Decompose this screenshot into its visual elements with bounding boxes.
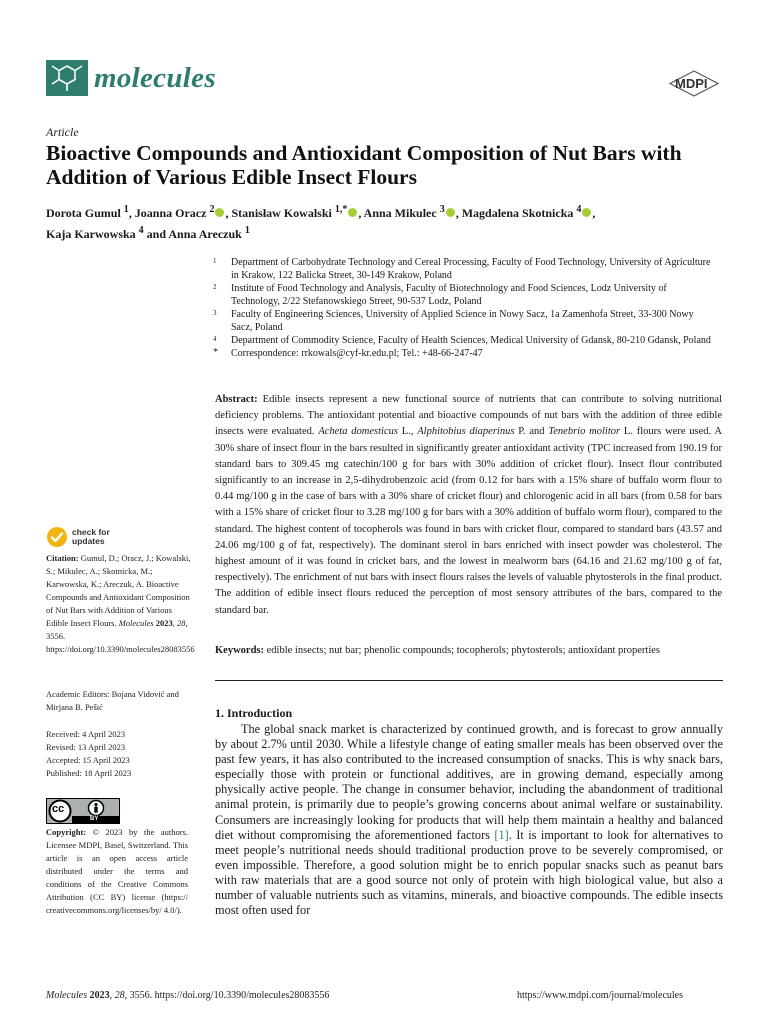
keywords-label: Keywords: xyxy=(215,645,264,656)
footer-journal: Molecules xyxy=(46,990,88,1001)
check-line-1: check for xyxy=(72,527,110,537)
species-name: Tenebrio molitor xyxy=(548,426,621,438)
dates xyxy=(46,728,196,780)
author-name[interactable]: Anna Areczuk xyxy=(168,227,242,241)
abstract-text: L. flours were used. A 30% share of insect flour in the bars resulted in significantly greater antioxidant activity (TPC increased from 190.19 for standard bars to 309.45 mg catechin/100 g for bars with 30% addition of cricket flour). Insect flour contributed significantly to an increase in 2,5-dihydrobenzoic acid (from 0.12 for bars with a 15% share of buffalo worm flour to 0.44 mg/100 g in the case of bars with a 30% share of cricket flour) and chlorogenic acid in all bars (from 0.58 for bars with a 15% share of cricket flour to 3.28 mg/100 g for bars with a 30% addition of buffalo worm flour), compared to the standard. The highest content of tocopherols was found in bars with cricket flour, compared to standard bars (43.57 and 24.06 mg/100 g of fat, respectively). The dominant sterol in bars enriched with insect powder was cholesterol. The highest amount of it was found in cricket bars, and the lowest in mealworm bars (64.16 and 21.62 mg/100 g of fat, respectively). The enrichment of nut bars with insect flours raises the levels of valuable phytosterols in the final product. The addition of edible insect flours reduced the perception of most sensory attributes of the bars, compared to the standard bar. xyxy=(215,426,723,616)
author-line-1 xyxy=(46,201,736,222)
author-name[interactable]: Joanna Oracz xyxy=(134,206,207,220)
mdpi-logo[interactable] xyxy=(668,70,720,103)
affiliation-number: 2 xyxy=(213,283,217,291)
body-text: . It is important to look for alternatives to meet people’s nutritional needs should traditional production prove to be severely compromised, or even impossible. Therefore, a good solution might be to enrich popular snacks such as peanut bars with raw materials that are a good source not only of protein with high biological value, but also a number of valuable nutrients such as vitamins, minerals, and bioactive compounds. The edible insects most often used for xyxy=(215,827,723,918)
date-accepted: Accepted: 15 April 2023 xyxy=(46,755,130,765)
author-sep: , xyxy=(225,206,232,220)
by-text: BY xyxy=(90,815,99,822)
author-affil-sup: 1 xyxy=(123,204,129,215)
footer-doi[interactable]: 3556. https://doi.org/10.3390/molecules28083556 xyxy=(127,990,330,1001)
publisher-name: MDPI xyxy=(675,76,708,91)
orcid-icon[interactable] xyxy=(446,208,455,217)
check-for-updates[interactable] xyxy=(46,526,110,548)
author-name[interactable]: Dorota Gumul xyxy=(46,206,121,220)
orcid-icon[interactable] xyxy=(348,208,357,217)
author-name[interactable]: Anna Mikulec xyxy=(363,206,437,220)
citation-volume: , 28, xyxy=(172,618,188,628)
author-list xyxy=(46,201,736,243)
author-affil-sup: 1 xyxy=(244,225,250,236)
molecules-logo-icon xyxy=(46,60,88,96)
date-published: Published: 18 April 2023 xyxy=(46,768,132,778)
section-divider xyxy=(215,680,723,681)
journal-logo[interactable] xyxy=(46,60,216,96)
cc-by-license-badge[interactable] xyxy=(46,798,120,829)
abstract xyxy=(215,392,722,619)
species-name: Alphitobius diaperinus xyxy=(417,426,515,438)
body-text: The global snack market is characterized by continued growth, and is forecast to grow annually by about 2.7% until 2030. While a lifestyle change of eating smaller meals has been observed over the past few years, it has also contributed to the increased consumption of snacks. This is why snack bars, especially those with protein or functional additives, are in growing demand, especially among physically active people. The change in consumer behavior, including the abandonment of traditional animal protein, is primarily due to people’s growing concerns about animal welfare or sustainability. Consumers are increasingly looking for products that will help them maintain a healthy and balanced diet without compromising the aforementioned factors xyxy=(215,722,723,842)
author-name[interactable]: Stanisław Kowalski xyxy=(231,206,332,220)
affiliation-item xyxy=(213,334,713,347)
check-updates-icon xyxy=(46,526,68,548)
affiliation-item xyxy=(213,256,713,282)
author-line-2 xyxy=(46,222,736,243)
author-sep: , xyxy=(128,206,135,220)
citation-doi[interactable]: 3556. https://doi.org/10.3390/molecules28083556 xyxy=(46,631,195,654)
citation-text: Gumul, D.; Oracz, J.; Kowalski, S.; Mikulec, A.; Skotnicka, M.; Karwowska, K.; Areczuk, A. Bioactive Compounds and Antioxidant Composition of Nut Bars with Addition of Various Edible Insect Flours. xyxy=(46,553,191,628)
abstract-text: Edible insects represent a new functional source of nutrients that can contribute to solving nutritional deficiency problems. The antioxidant potential and bioactive compounds of nut bars with the addition of three edible insects were evaluated. xyxy=(215,394,722,438)
copyright xyxy=(46,826,188,917)
author-affil-sup: 4 xyxy=(138,225,144,236)
article-title: Bioactive Compounds and Antioxidant Composition of Nut Bars with Addition of Various Edible Insect Flours xyxy=(46,141,682,189)
affiliation-number: * xyxy=(213,347,218,358)
author-sep: , xyxy=(358,206,364,220)
orcid-icon[interactable] xyxy=(582,208,591,217)
affiliation-number: 1 xyxy=(213,257,217,265)
species-name: Acheta domesticus xyxy=(318,426,398,438)
article-type: Article xyxy=(46,125,79,139)
affiliation-text: Department of Carbohydrate Technology and Cereal Processing, Faculty of Food Technology, University of Agriculture in Krakow, 122 Balicka Street, 30-149 Krakow, Poland xyxy=(231,257,711,281)
copyright-text: © 2023 by the authors. Licensee MDPI, Basel, Switzerland. This article is an open access article distributed under the terms and conditions of the Creative Commons Attribution (CC BY) license (https:// creativecommons.org/licenses/by/ 4.0/). xyxy=(46,827,188,915)
cc-text: cc xyxy=(52,803,65,815)
academic-editors: Academic Editors: Bojana Vidović and Mirjana B. Pešić xyxy=(46,689,179,712)
affiliation-item xyxy=(213,282,713,308)
date-revised: Revised: 13 April 2023 xyxy=(46,742,126,752)
correspondence-email[interactable]: Correspondence: rrkowals@cyf-kr.edu.pl; Tel.: +48-66-247-47 xyxy=(231,348,483,359)
keywords-text: edible insects; nut bar; phenolic compounds; tocopherols; phytosterols; antioxidant properties xyxy=(264,645,661,656)
author-sep: , xyxy=(455,206,462,220)
citation xyxy=(46,552,196,656)
author-name[interactable]: Magdalena Skotnicka xyxy=(461,206,574,220)
footer-citation xyxy=(46,990,329,1001)
footer-volume: , 28, xyxy=(109,990,128,1001)
intro-paragraph xyxy=(215,722,723,918)
affiliation-number: 4 xyxy=(213,335,217,343)
citation-label: Citation: xyxy=(46,553,79,563)
copyright-label: Copyright: xyxy=(46,827,87,837)
reference-link[interactable]: [1] xyxy=(494,827,509,842)
affiliation-text: Institute of Food Technology and Analysis, Faculty of Biotechnology and Food Sciences, Lodz University of Technology, 2/22 Stefanowskiego Street, 90-537 Lodz, Poland xyxy=(231,283,667,307)
affiliation-text: Department of Commodity Science, Faculty of Health Sciences, Medical University of Gdansk, 80-210 Gdansk, Poland xyxy=(231,335,711,346)
abstract-label: Abstract: xyxy=(215,394,258,405)
affiliation-text: Faculty of Engineering Sciences, University of Applied Science in Nowy Sacz, 1a Zamenhofa Street, 33-300 Nowy Sacz, Poland xyxy=(231,309,694,333)
date-received: Received: 4 April 2023 xyxy=(46,729,126,739)
citation-journal: Molecules xyxy=(118,618,154,628)
author-sep: and xyxy=(143,227,169,241)
orcid-icon[interactable] xyxy=(215,208,224,217)
author-affil-sup: 1,* xyxy=(334,204,348,215)
journal-name: molecules xyxy=(94,61,216,94)
keywords xyxy=(215,644,722,658)
author-affil-sup: 2 xyxy=(209,204,215,215)
author-affil-sup: 3 xyxy=(439,204,445,215)
author-name[interactable]: Kaja Karwowska xyxy=(46,227,136,241)
author-affil-sup: 4 xyxy=(576,204,582,215)
author-sep: , xyxy=(592,206,596,220)
check-updates-label xyxy=(72,528,110,546)
correspondence xyxy=(213,347,713,360)
citation-year: 2023 xyxy=(153,618,173,628)
footer-journal-url[interactable]: https://www.mdpi.com/journal/molecules xyxy=(517,990,683,1001)
check-line-2: updates xyxy=(72,536,105,546)
footer-year: 2023 xyxy=(87,990,110,1001)
abstract-text: L., xyxy=(397,426,418,438)
affiliation-item xyxy=(213,308,713,334)
abstract-text: P. and xyxy=(514,426,549,438)
section-heading: 1. Introduction xyxy=(215,706,293,720)
affiliations xyxy=(213,256,713,360)
affiliation-number: 3 xyxy=(213,309,217,317)
